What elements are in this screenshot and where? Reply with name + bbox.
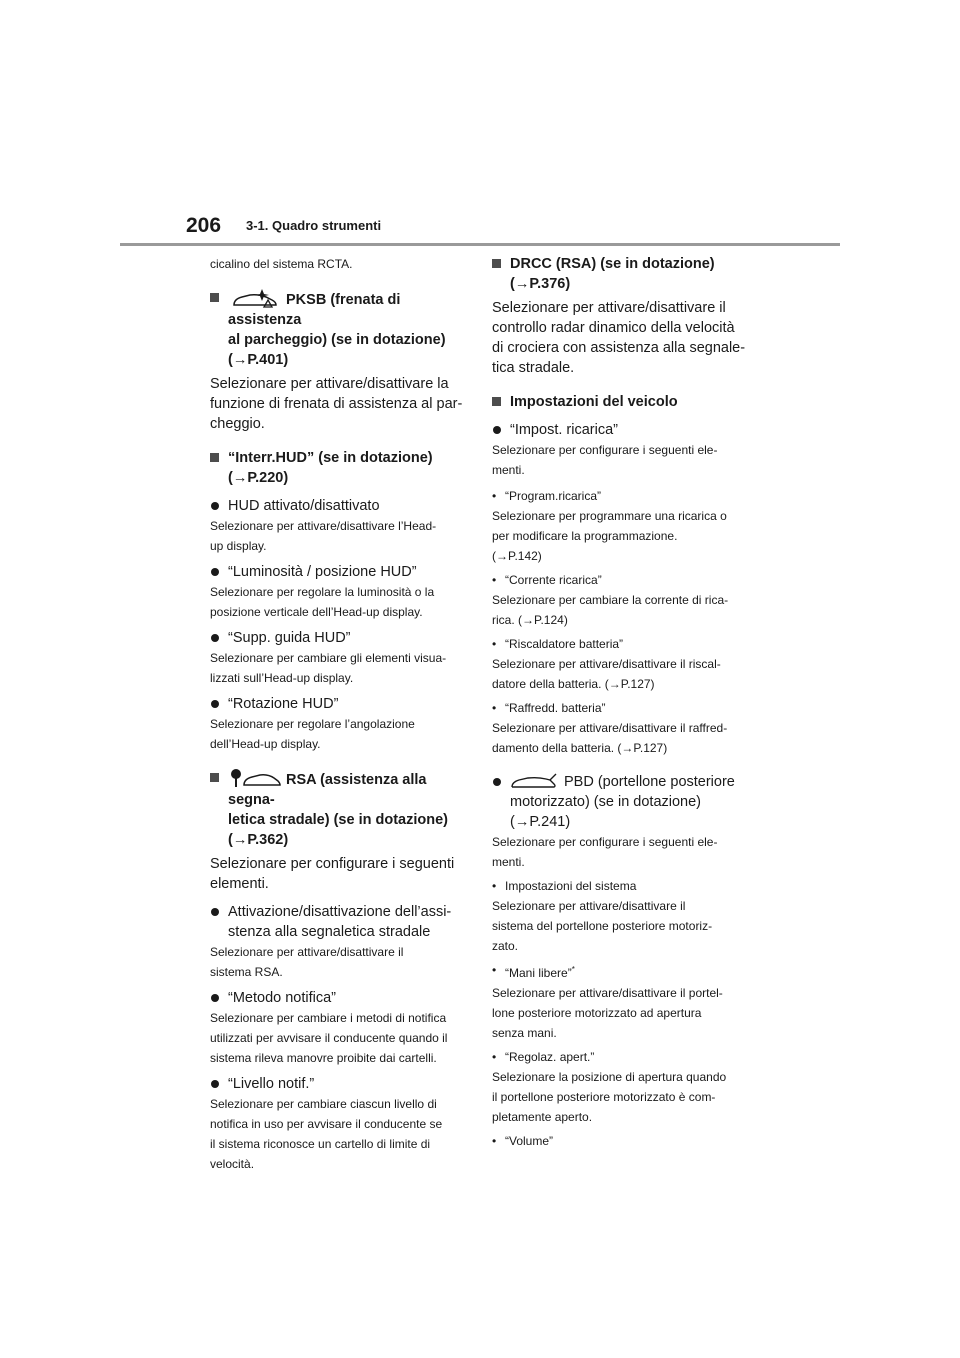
rsa-item-method-desc-3: sistema rileva manovre proibite dai cartelli. — [210, 1051, 437, 1065]
square-bullet-icon — [210, 453, 219, 462]
hud-item-support-title: “Supp. guida HUD” — [228, 630, 351, 646]
dot-bullet-icon — [211, 994, 219, 1002]
drcc-body-3: di crociera con assistenza alla segnale- — [492, 340, 746, 356]
charge-settings-desc-1: Selezionare per configurare i seguenti ele- — [492, 443, 718, 457]
drcc-body-2: controllo radar dinamico della velocità — [492, 320, 735, 336]
rsa-item-toggle-title-1: Attivazione/disattivazione dell’assi- — [228, 904, 452, 920]
hud-item-toggle-desc-2: up display. — [210, 539, 267, 553]
bullet-hands-free — [492, 960, 748, 983]
intro-text: cicalino del sistema RCTA. — [210, 257, 353, 271]
veicolo-heading — [492, 392, 748, 412]
page-number: 206 — [186, 214, 222, 237]
rsa-ref: (→P.362) — [228, 832, 289, 848]
rsa-body-1: Selezionare per configurare i seguenti — [210, 856, 455, 872]
rsa-body-2: elementi. — [210, 876, 269, 892]
bullet-glyph: • — [492, 1050, 497, 1064]
bullet-battery-cooling-desc-1: Selezionare per attivare/disattivare il raffred- — [492, 721, 728, 735]
bullet-system-settings-desc-2: sistema del portellone posteriore motoriz- — [492, 919, 713, 933]
dot-bullet-icon — [211, 1080, 219, 1088]
bullet-glyph: • — [492, 701, 497, 715]
bullet-charge-current-desc-1: Selezionare per cambiare la corrente di rica- — [492, 593, 729, 607]
pksb-title-line2: al parcheggio) (se in dotazione) — [228, 332, 446, 348]
bullet-glyph: • — [492, 637, 497, 651]
bullet-program-charge — [492, 486, 748, 506]
rsa-item-toggle-title-2: stenza alla segnaletica stradale — [228, 924, 431, 940]
bullet-system-settings-desc-3: zato. — [492, 939, 519, 953]
pksb-ref: (→P.401) — [228, 352, 289, 368]
square-bullet-icon — [210, 773, 219, 782]
hud-item-rotation-desc-1: Selezionare per regolare l’angolazione — [210, 717, 415, 731]
pksb-car-icon — [228, 288, 282, 308]
bullet-opening-adjust — [492, 1047, 748, 1067]
power-tailgate-car-icon — [510, 772, 560, 790]
rsa-item-method-desc-1: Selezionare per cambiare i metodi di notifica — [210, 1011, 447, 1025]
right-column — [492, 254, 748, 1151]
pbd-desc-1: Selezionare per configurare i seguenti ele- — [492, 835, 718, 849]
drcc-heading — [492, 254, 748, 294]
header-rule — [120, 243, 840, 246]
bullet-glyph: • — [492, 573, 497, 587]
drcc-title-line1: DRCC (RSA) (se in dotazione) — [510, 256, 715, 272]
bullet-hands-free-desc-3: senza mani. — [492, 1026, 557, 1040]
bullet-charge-current — [492, 570, 748, 590]
rsa-item-level — [210, 1074, 466, 1094]
bullet-battery-cooling-title: “Raffredd. batteria” — [505, 701, 606, 715]
bullet-glyph: • — [492, 963, 497, 977]
rsa-title-line1: RSA (assistenza alla segna- — [228, 772, 427, 808]
bullet-opening-adjust-title: “Regolaz. apert.” — [505, 1050, 595, 1064]
rsa-item-toggle-desc-1: Selezionare per attivare/disattivare il — [210, 945, 404, 959]
drcc-ref: (→P.376) — [510, 276, 571, 292]
hud-item-rotation-desc-2: dell’Head-up display. — [210, 737, 321, 751]
hud-item-support — [210, 628, 466, 648]
pbd-ref: (→P.241) — [510, 814, 571, 830]
veicolo-title: Impostazioni del veicolo — [510, 394, 678, 410]
bullet-opening-adjust-desc-3: pletamente aperto. — [492, 1110, 593, 1124]
rsa-item-method-title: “Metodo notifica” — [228, 990, 336, 1006]
section-title: 3-1. Quadro strumenti — [246, 218, 382, 233]
dot-bullet-icon — [211, 700, 219, 708]
bullet-program-charge-title: “Program.ricarica” — [505, 489, 602, 503]
square-bullet-icon — [492, 259, 501, 268]
bullet-charge-current-title: “Corrente ricarica” — [505, 573, 602, 587]
rsa-item-level-desc-1: Selezionare per cambiare ciascun livello di — [210, 1097, 437, 1111]
charge-settings-title: “Impost. ricarica” — [510, 422, 618, 438]
hud-item-support-desc-1: Selezionare per cambiare gli elementi visua- — [210, 651, 447, 665]
bullet-volume-title: “Volume” — [505, 1134, 554, 1148]
drcc-body-4: tica stradale. — [492, 360, 575, 376]
bullet-glyph: • — [492, 879, 497, 893]
dot-bullet-icon — [211, 502, 219, 510]
rsa-sign-car-icon — [228, 768, 282, 788]
bullet-glyph: • — [492, 1134, 497, 1148]
drcc-body-1: Selezionare per attivare/disattivare il — [492, 300, 726, 316]
hud-item-brightness — [210, 562, 466, 582]
hud-item-rotation-title: “Rotazione HUD” — [228, 696, 339, 712]
bullet-battery-cooling-desc-2: damento della batteria. (→P.127) — [492, 741, 668, 755]
bullet-hands-free-desc-1: Selezionare per attivare/disattivare il portel- — [492, 986, 723, 1000]
rsa-item-level-title: “Livello notif.” — [228, 1076, 315, 1092]
bullet-volume — [492, 1131, 748, 1151]
dot-bullet-icon — [211, 568, 219, 576]
square-bullet-icon — [492, 397, 501, 406]
pbd-desc-2: menti. — [492, 855, 525, 869]
bullet-opening-adjust-desc-2: il portellone posteriore motorizzato è com- — [492, 1090, 716, 1104]
bullet-system-settings — [492, 876, 748, 896]
rsa-item-level-desc-4: velocità. — [210, 1157, 255, 1171]
footnote-mark: * — [571, 965, 575, 974]
pbd-title-line1: PBD (portellone posteriore — [564, 774, 735, 790]
dot-bullet-icon — [211, 908, 219, 916]
hud-ref: (→P.220) — [228, 470, 289, 486]
hud-item-brightness-title: “Luminosità / posizione HUD” — [228, 564, 417, 580]
bullet-opening-adjust-desc-1: Selezionare la posizione di apertura quando — [492, 1070, 727, 1084]
dot-bullet-icon — [493, 778, 501, 786]
bullet-system-settings-title: Impostazioni del sistema — [505, 879, 637, 893]
hud-item-brightness-desc-1: Selezionare per regolare la luminosità o la — [210, 585, 435, 599]
hud-item-toggle — [210, 496, 466, 516]
rsa-heading — [210, 768, 466, 850]
pksb-heading — [210, 288, 466, 370]
rsa-item-method-desc-2: utilizzati per avvisare il conducente quando il — [210, 1031, 448, 1045]
square-bullet-icon — [210, 293, 219, 302]
bullet-battery-cooling — [492, 698, 748, 718]
left-column — [210, 254, 466, 1174]
hud-item-rotation — [210, 694, 466, 714]
pksb-title-line1: PKSB (frenata di assistenza — [228, 292, 401, 328]
charge-settings-item — [492, 420, 748, 440]
rsa-title-line2: letica stradale) (se in dotazione) — [228, 812, 448, 828]
charge-settings-desc-2: menti. — [492, 463, 525, 477]
bullet-hands-free-title: “Mani libere” — [505, 966, 572, 980]
hud-item-toggle-title: HUD attivato/disattivato — [228, 498, 380, 514]
rsa-item-toggle-desc-2: sistema RSA. — [210, 965, 283, 979]
hud-item-brightness-desc-2: posizione verticale dell’Head-up display. — [210, 605, 423, 619]
bullet-glyph: • — [492, 489, 497, 503]
hud-title-line1: “Interr.HUD” (se in dotazione) — [228, 450, 433, 466]
rsa-item-level-desc-2: notifica in uso per avvisare il conducente se — [210, 1117, 443, 1131]
bullet-system-settings-desc-1: Selezionare per attivare/disattivare il — [492, 899, 686, 913]
hud-heading — [210, 448, 466, 488]
pksb-body-3: cheggio. — [210, 416, 265, 432]
rsa-item-method — [210, 988, 466, 1008]
bullet-battery-heater-title: “Riscaldatore batteria” — [505, 637, 624, 651]
dot-bullet-icon — [211, 634, 219, 642]
bullet-program-charge-desc-2: per modificare la programmazione. — [492, 529, 678, 543]
bullet-program-charge-desc-1: Selezionare per programmare una ricarica o — [492, 509, 727, 523]
dot-bullet-icon — [493, 426, 501, 434]
pbd-item — [492, 772, 748, 832]
bullet-hands-free-desc-2: lone posteriore motorizzato ad apertura — [492, 1006, 702, 1020]
pksb-body-1: Selezionare per attivare/disattivare la — [210, 376, 449, 392]
bullet-battery-heater-desc-1: Selezionare per attivare/disattivare il riscal- — [492, 657, 721, 671]
rsa-item-toggle — [210, 902, 466, 942]
bullet-program-charge-ref: (→P.142) — [492, 549, 542, 563]
bullet-battery-heater-desc-2: datore della batteria. (→P.127) — [492, 677, 655, 691]
pbd-title-line2: motorizzato) (se in dotazione) — [510, 794, 701, 810]
pksb-body-2: funzione di frenata di assistenza al par- — [210, 396, 463, 412]
hud-item-support-desc-2: lizzati sull’Head-up display. — [210, 671, 354, 685]
rsa-item-level-desc-3: il sistema riconosce un cartello di limite di — [210, 1137, 431, 1151]
bullet-charge-current-desc-2: rica. (→P.124) — [492, 613, 568, 627]
hud-item-toggle-desc-1: Selezionare per attivare/disattivare l’Head- — [210, 519, 437, 533]
bullet-battery-heater — [492, 634, 748, 654]
